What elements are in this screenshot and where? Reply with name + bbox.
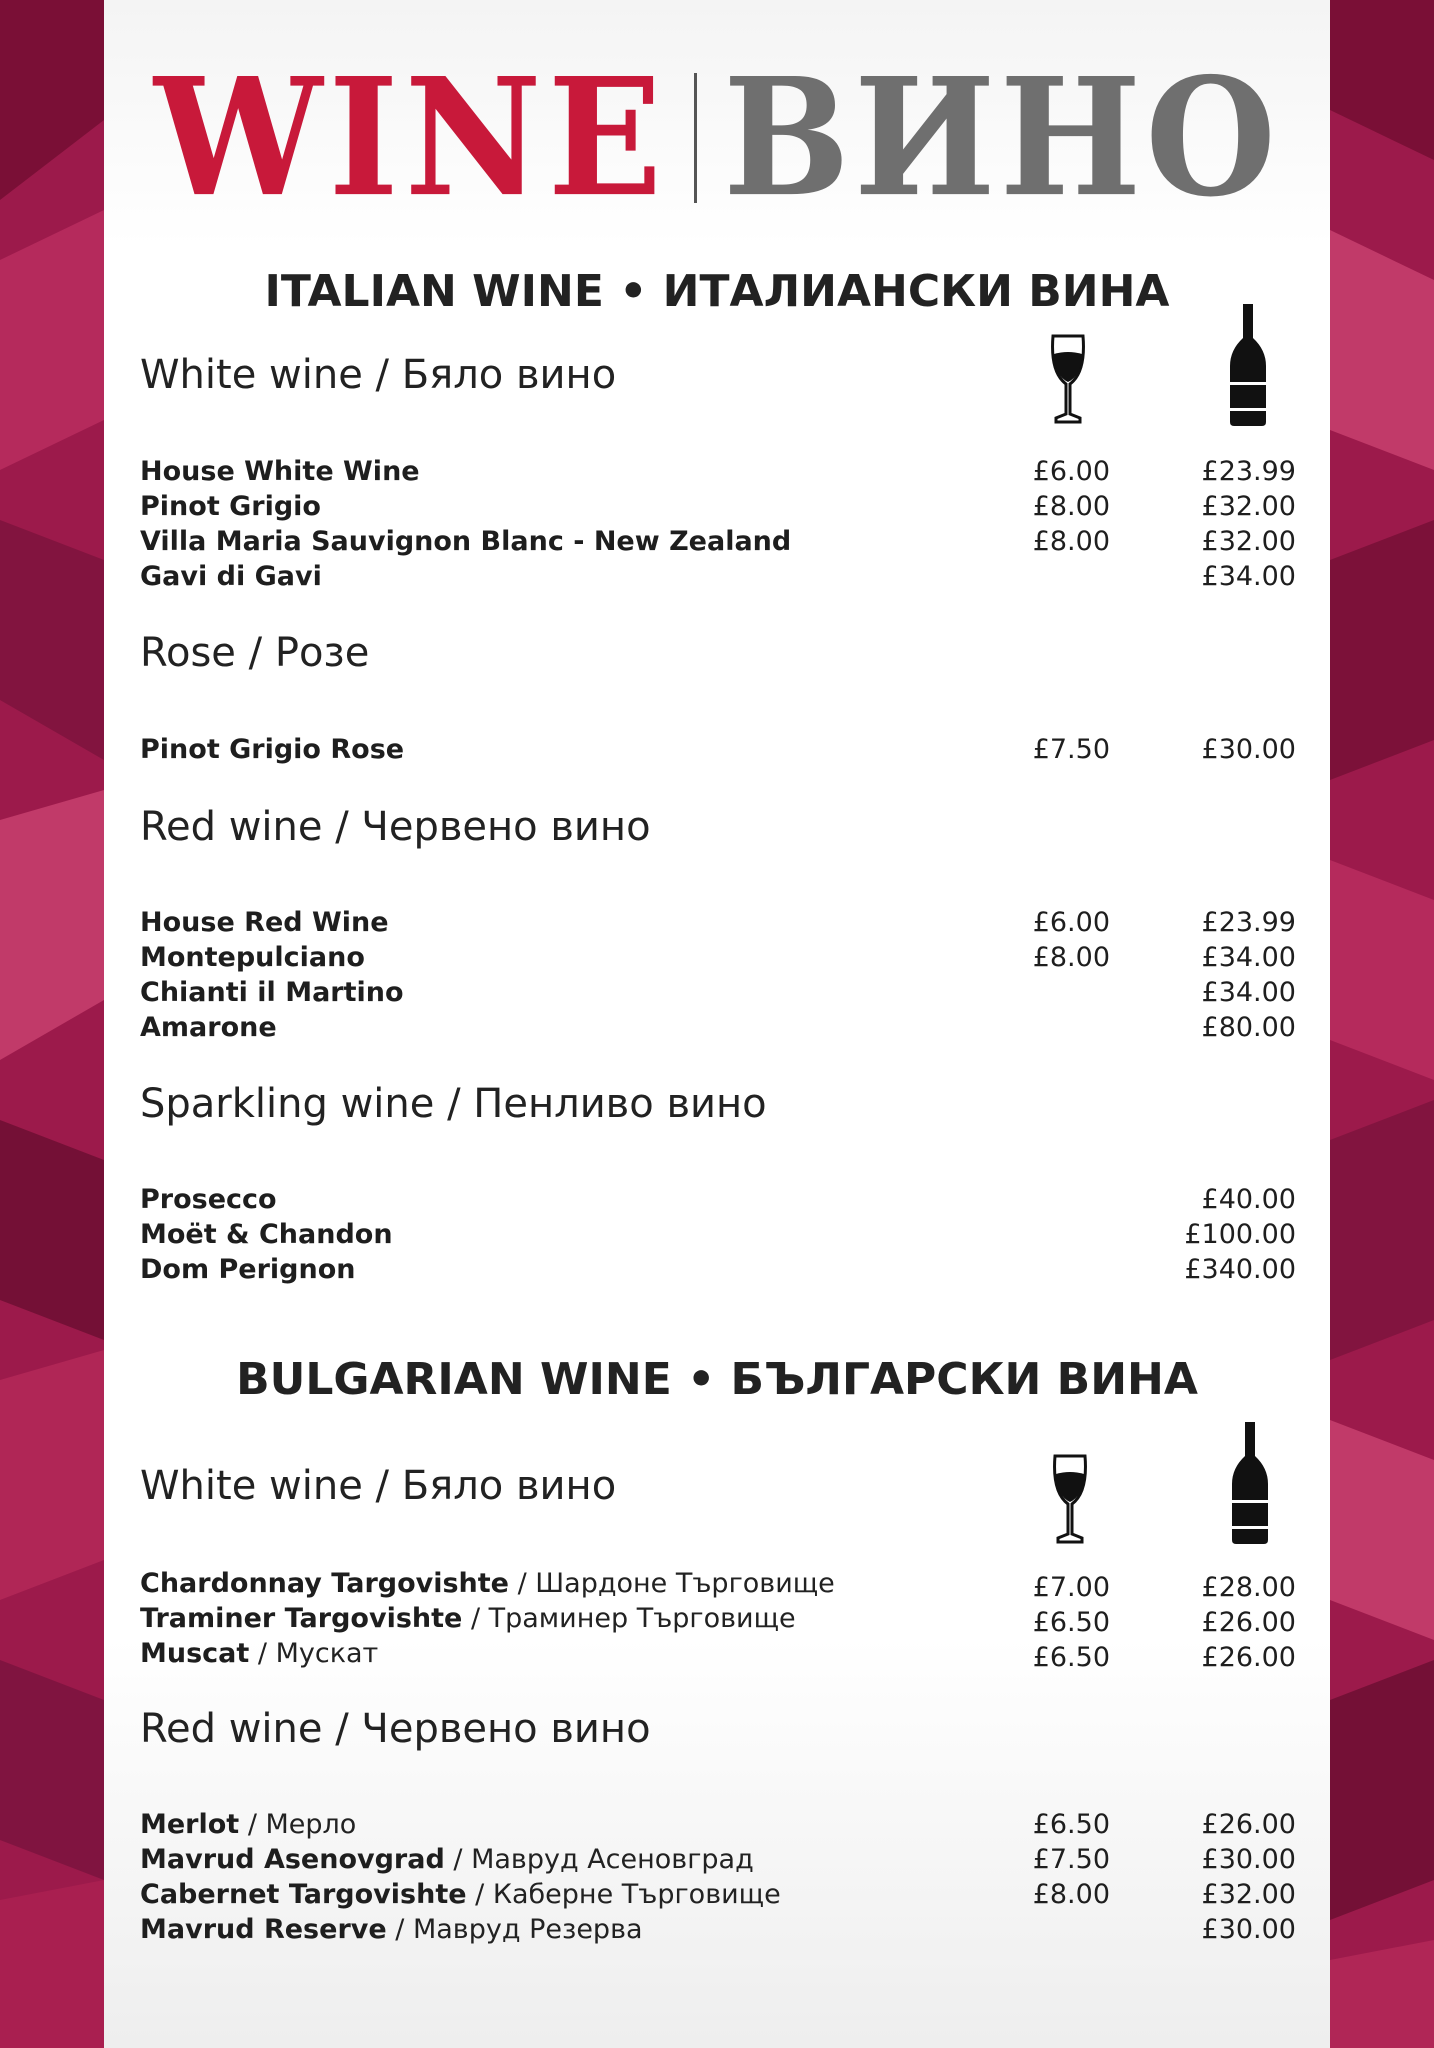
italian-section-title: ITALIAN WINE • ИТАЛИАНСКИ ВИНА (264, 266, 1170, 317)
wine-local-name: / Мавруд Асеновград (453, 1844, 754, 1875)
bottle-price: £26.00 (1201, 1607, 1296, 1638)
glass-price: £6.50 (1032, 1642, 1110, 1673)
bottle-price: £26.00 (1201, 1642, 1296, 1673)
list-item (140, 1568, 1296, 1602)
list-item (140, 1879, 1296, 1913)
list-item (140, 977, 1296, 1011)
title-bulgarian: ВИНО (723, 42, 1280, 234)
wine-name: Montepulciano (140, 942, 365, 973)
bottle-price: £34.00 (1201, 561, 1296, 592)
bottle-price: £30.00 (1201, 1914, 1296, 1945)
italian-white-heading: White wine / Бяло вино (140, 352, 617, 398)
glass-price: £6.50 (1032, 1607, 1110, 1638)
wine-name: Pinot Grigio (140, 491, 321, 522)
bulgarian-red-heading: Red wine / Червено вино (140, 1706, 651, 1752)
wine-name: Chardonnay Targovishte (140, 1568, 509, 1599)
wine-name: Dom Perignon (140, 1254, 356, 1285)
page-title (104, 42, 1330, 234)
italian-rose-heading: Rose / Розе (140, 630, 370, 676)
bottle-price: £80.00 (1201, 1012, 1296, 1043)
glass-price: £6.00 (1032, 456, 1110, 487)
italian-sparkling-heading: Sparkling wine / Пенливо вино (140, 1081, 767, 1127)
italian-red-heading: Red wine / Червено вино (140, 804, 651, 850)
list-item (140, 1012, 1296, 1046)
wine-name: House White Wine (140, 456, 420, 487)
glass-price: £7.00 (1032, 1572, 1110, 1603)
list-item (140, 1638, 1296, 1672)
wine-local-name: / Мавруд Резерва (395, 1914, 643, 1945)
bottle-price: £34.00 (1201, 942, 1296, 973)
bottle-price: £30.00 (1201, 1844, 1296, 1875)
bulgarian-white-heading: White wine / Бяло вино (140, 1463, 617, 1509)
list-item (140, 1914, 1296, 1948)
wine-name: Pinot Grigio Rose (140, 734, 405, 765)
bottle-price: £340.00 (1184, 1254, 1296, 1285)
bottle-price: £30.00 (1201, 734, 1296, 765)
bottle-price: £40.00 (1201, 1184, 1296, 1215)
bottle-price: £26.00 (1201, 1809, 1296, 1840)
list-item (140, 561, 1296, 595)
wine-name: Amarone (140, 1012, 277, 1043)
list-item (140, 1184, 1296, 1218)
wine-local-name: / Шардоне Търговище (517, 1568, 835, 1599)
bottle-price: £32.00 (1201, 1879, 1296, 1910)
bottle-price: £23.99 (1201, 907, 1296, 938)
wine-glass-icon (1052, 1452, 1088, 1544)
bottle-price: £32.00 (1201, 491, 1296, 522)
wine-name: Chianti il Martino (140, 977, 404, 1008)
wine-glass-icon (1050, 332, 1086, 424)
list-item (140, 526, 1296, 560)
list-item (140, 491, 1296, 525)
list-item (140, 1254, 1296, 1288)
glass-price: £6.00 (1032, 907, 1110, 938)
wine-bottle-icon (1228, 304, 1268, 426)
list-item (140, 1219, 1296, 1253)
glass-price: £7.50 (1032, 734, 1110, 765)
bottle-price: £34.00 (1201, 977, 1296, 1008)
right-border-decoration (1330, 0, 1434, 2048)
wine-local-name: / Траминер Търговище (470, 1603, 796, 1634)
wine-name: Merlot (140, 1809, 240, 1840)
wine-name: Traminer Targovishte (140, 1603, 463, 1634)
wine-local-name: / Мускат (257, 1638, 379, 1669)
wine-name: House Red Wine (140, 907, 389, 938)
list-item (140, 1844, 1296, 1878)
glass-price: £8.00 (1032, 526, 1110, 557)
wine-name: Mavrud Reserve (140, 1914, 387, 1945)
wine-name: Villa Maria Sauvignon Blanc - New Zealand (140, 526, 792, 557)
glass-price: £8.00 (1032, 491, 1110, 522)
list-item (140, 1603, 1296, 1637)
title-divider (694, 73, 697, 203)
list-item (140, 942, 1296, 976)
bottle-price: £32.00 (1201, 526, 1296, 557)
title-english: WINE (154, 42, 669, 234)
glass-price: £8.00 (1032, 1879, 1110, 1910)
wine-name: Prosecco (140, 1184, 277, 1215)
bottle-price: £23.99 (1201, 456, 1296, 487)
list-item (140, 456, 1296, 490)
list-item (140, 734, 1296, 768)
wine-local-name: / Мерло (247, 1809, 357, 1840)
wine-local-name: / Каберне Търговище (475, 1879, 781, 1910)
glass-price: £6.50 (1032, 1809, 1110, 1840)
wine-bottle-icon (1230, 1422, 1270, 1544)
wine-name: Cabernet Targovishte (140, 1879, 467, 1910)
bottle-price: £100.00 (1184, 1219, 1296, 1250)
list-item (140, 1809, 1296, 1843)
wine-name: Gavi di Gavi (140, 561, 322, 592)
bottle-price: £28.00 (1201, 1572, 1296, 1603)
left-border-decoration (0, 0, 104, 2048)
wine-name: Mavrud Asenovgrad (140, 1844, 445, 1875)
wine-name: Muscat (140, 1638, 250, 1669)
bulgarian-section-title: BULGARIAN WINE • БЪЛГАРСКИ ВИНА (236, 1354, 1198, 1405)
glass-price: £8.00 (1032, 942, 1110, 973)
wine-name: Moët & Chandon (140, 1219, 393, 1250)
list-item (140, 907, 1296, 941)
glass-price: £7.50 (1032, 1844, 1110, 1875)
